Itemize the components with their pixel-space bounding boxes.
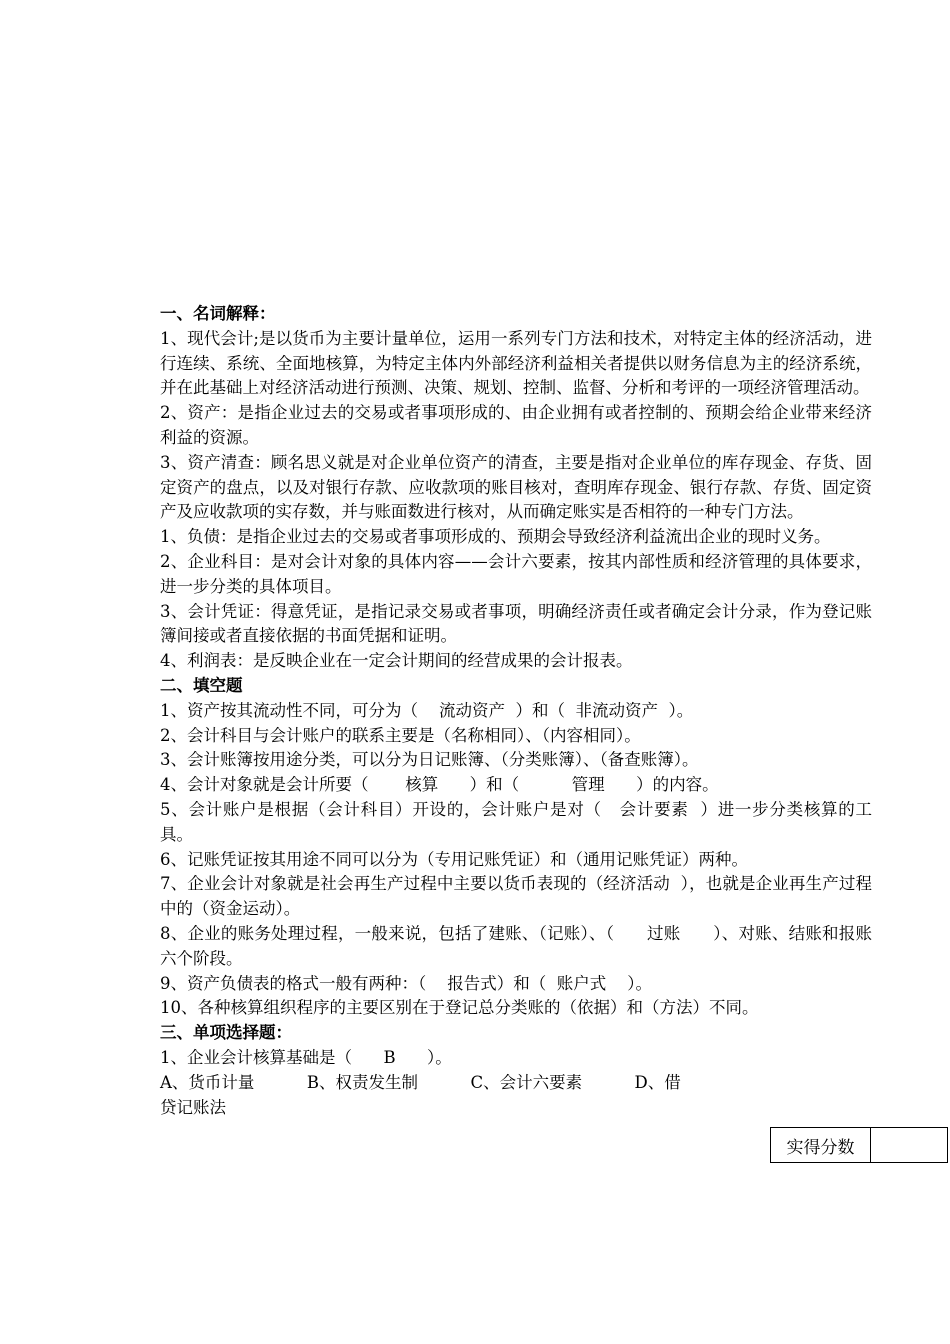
section1-item: 1、现代会计;是以货币为主要计量单位，运用一系列专门方法和技术，对特定主体的经济活动，进行连续、系统、全面地核算，为特定主体内外部经济利益相关者提供以财务信息为主的经济系统，并在此基础上对经济活动进行预测、决策、规划、控制、监督、分析和考评的一项经济管理活动。 [160,328,872,398]
score-label: 实得分数 [771,1128,871,1162]
question-1-options: A、货币计量 B、权责发生制 C、会计六要素 D、借 [160,1072,681,1092]
question-1-options-continued: 贷记账法 [160,1097,226,1117]
section1-item: 2、企业科目：是对会计对象的具体内容——会计六要素，按其内部性质和经济管理的具体要求，进一步分类的具体项目。 [160,551,872,596]
section1-item: 2、资产：是指企业过去的交易或者事项形成的、由企业拥有或者控制的、预期会给企业带来经济利益的资源。 [160,403,872,447]
section1-item: 3、会计凭证：得意凭证，是指记录交易或者事项，明确经济责任或者确定会计分录，作为登记账簿间接或者直接依据的书面凭据和证明。 [160,601,872,646]
section1-item: 3、资产清查：顾名思义就是对企业单位资产的清查，主要是指对企业单位的库存现金、存货、固定资产的盘点，以及对银行存款、应收款项的账目核对，查明库存现金、银行存款、存货、固定资产及应收款项的实存数，并与账面数进行核对，从而确定账实是否相符的一种专门方法。 [160,452,872,522]
section1-item: 1、负债：是指企业过去的交易或者事项形成的、预期会导致经济利益流出企业的现时义务。 [160,527,831,547]
section1-heading: 一、名词解释： [160,304,276,323]
section1-item: 4、利润表：是反映企业在一定会计期间的经营成果的会计报表。 [160,651,633,671]
section2-item: 3、会计账簿按用途分类，可以分为日记账簿、（分类账簿）、（备查账簿）。 [160,750,699,770]
question-1: 1、企业会计核算基础是（ B ）。 [160,1047,452,1067]
section2-item: 4、会计对象就是会计所要（ 核算 ）和（ 管理 ）的内容。 [160,775,719,795]
section2-item: 10、各种核算组织程序的主要区别在于登记总分类账的（依据）和（方法）不同。 [160,998,759,1018]
section2-item: 9、资产负债表的格式一般有两种：（ 报告式）和（ 账户式 ）。 [160,973,652,993]
section2-item: 6、记账凭证按其用途不同可以分为（专用记账凭证）和（通用记账凭证）两种。 [160,849,748,869]
section2-item: 7、企业会计对象就是社会再生产过程中主要以货币表现的（经济活动 ），也就是企业再生产过程中的（资金运动）。 [160,874,872,919]
section2-item: 2、会计科目与会计账户的联系主要是（名称相同）、（内容相同）。 [160,725,641,745]
score-value-field[interactable] [871,1128,947,1162]
section2-heading: 二、填空题 [160,675,243,695]
section2-item: 8、企业的账务处理过程，一般来说，包括了建账、（记账）、（ 过账 ）、对账、结账和报账六个阶段。 [160,923,872,968]
section2-item: 5、会计账户是根据（会计科目）开设的，会计账户是对（ 会计要素 ）进一步分类核算的工具。 [160,799,872,844]
section3-heading: 三、单项选择题： [160,1023,292,1043]
score-box [770,1127,948,1163]
section2-item: 1、资产按其流动性不同，可分为（ 流动资产 ）和（ 非流动资产 ）。 [160,700,694,720]
document-content [160,302,872,1120]
